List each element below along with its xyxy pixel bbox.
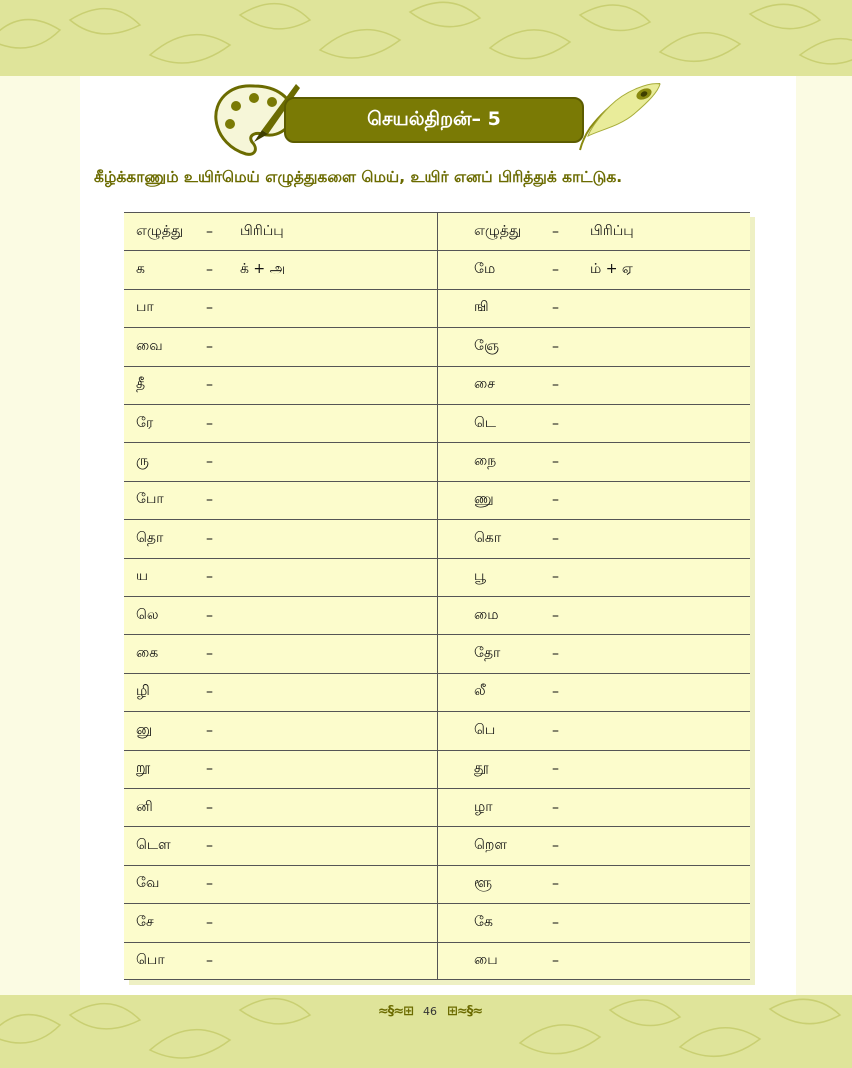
dash-left: – <box>206 530 213 547</box>
dash-left: – <box>206 722 213 739</box>
letter-right: தூ <box>474 760 489 777</box>
dash-right: – <box>552 838 559 855</box>
dash-right: – <box>552 952 559 969</box>
letter-right: கொ <box>474 529 502 546</box>
table-row <box>124 366 750 404</box>
table-row <box>124 289 750 327</box>
letter-left: சே <box>136 913 154 930</box>
split-left: க் + அ <box>240 261 286 278</box>
letter-left: ழி <box>136 683 150 700</box>
page-number: 46 <box>423 1004 437 1018</box>
table-row <box>124 634 750 672</box>
letter-left: தொ <box>136 529 164 546</box>
split-letters-table <box>124 212 750 980</box>
dash-right: – <box>552 454 559 471</box>
table-row <box>124 942 750 980</box>
dash-left: – <box>206 838 213 855</box>
activity-title-block <box>210 80 670 160</box>
dash-left: – <box>206 914 213 931</box>
dash-right: – <box>552 338 559 355</box>
table-row <box>124 673 750 711</box>
header-letter-left: எழுத்து <box>136 222 184 239</box>
header-split-right: பிரிப்பு <box>590 222 634 239</box>
dash-right: – <box>552 722 559 739</box>
letter-right: ளூ <box>474 875 493 892</box>
dash-right: – <box>552 646 559 663</box>
table-row <box>124 519 750 557</box>
letter-left: ரே <box>136 414 154 431</box>
letter-right: பூ <box>474 568 486 585</box>
dash-right: – <box>552 761 559 778</box>
letter-left: வை <box>136 337 163 354</box>
letter-right: லீ <box>474 683 486 700</box>
letter-right: மே <box>474 261 496 278</box>
dash-right: – <box>552 530 559 547</box>
letter-right: றௌ <box>474 837 508 854</box>
letter-right: டெ <box>474 414 497 431</box>
dash-left: – <box>206 952 213 969</box>
letter-right: பை <box>474 951 498 968</box>
table-row <box>124 250 750 288</box>
table-row <box>124 788 750 826</box>
dash-left: – <box>206 876 213 893</box>
dash-left: – <box>206 607 213 624</box>
table-header-row <box>124 212 750 250</box>
letter-left: ரு <box>136 453 149 470</box>
leaf-pattern-top <box>0 0 852 76</box>
dash-right: – <box>552 377 559 394</box>
table-row <box>124 442 750 480</box>
dash-left: – <box>206 569 213 586</box>
dash-left: – <box>206 377 213 394</box>
instruction-text: கீழ்க்காணும் உயிர்மெய் எழுத்துகளை மெய், உயிர் எனப் பிரித்துக் காட்டுக. <box>94 168 623 186</box>
header-split-left: பிரிப்பு <box>240 222 284 239</box>
letter-left: லெ <box>136 606 159 623</box>
table-row <box>124 826 750 864</box>
letter-right: ஞே <box>474 337 499 354</box>
page-footer <box>340 1000 520 1022</box>
dash-left: – <box>206 300 213 317</box>
table-row <box>124 750 750 788</box>
dash-right: – <box>552 300 559 317</box>
header-dash-right: – <box>552 223 559 240</box>
feather-icon <box>576 80 666 152</box>
letter-left: போ <box>136 491 164 508</box>
letter-left: னு <box>136 721 153 738</box>
letter-right: ஙி <box>474 299 489 316</box>
letter-right: கே <box>474 913 493 930</box>
letter-left: னி <box>136 798 153 815</box>
letter-right: மை <box>474 606 499 623</box>
dash-left: – <box>206 415 213 432</box>
table-row <box>124 481 750 519</box>
letter-right: சை <box>474 376 495 393</box>
dash-left: – <box>206 684 213 701</box>
letter-left: கை <box>136 645 159 662</box>
dash-right: – <box>552 876 559 893</box>
header-dash-left: – <box>206 223 213 240</box>
dash-right: – <box>552 262 559 279</box>
letter-left: டௌ <box>136 837 171 854</box>
letter-right: நை <box>474 453 497 470</box>
letter-left: றூ <box>136 760 151 777</box>
dash-right: – <box>552 799 559 816</box>
letter-right: ணு <box>474 491 494 508</box>
table-row <box>124 404 750 442</box>
ornament-right-icon: ⊞≈§≈ <box>447 1003 483 1019</box>
letter-right: ழா <box>474 798 493 815</box>
dash-right: – <box>552 492 559 509</box>
dash-left: – <box>206 262 213 279</box>
table-row <box>124 558 750 596</box>
dash-right: – <box>552 607 559 624</box>
dash-left: – <box>206 338 213 355</box>
dash-left: – <box>206 492 213 509</box>
dash-right: – <box>552 415 559 432</box>
dash-left: – <box>206 454 213 471</box>
title-banner <box>284 97 584 143</box>
table-row <box>124 596 750 634</box>
letter-left: பா <box>136 299 154 316</box>
letter-right: தோ <box>474 645 501 662</box>
dash-right: – <box>552 569 559 586</box>
letter-left: ய <box>136 568 149 585</box>
letter-left: க <box>136 261 145 278</box>
dash-right: – <box>552 684 559 701</box>
dash-left: – <box>206 646 213 663</box>
table-row <box>124 865 750 903</box>
split-right: ம் + ஏ <box>590 261 633 278</box>
ornament-left-icon: ≈§≈⊞ <box>377 1003 413 1019</box>
top-decorative-band <box>0 0 852 76</box>
page-title: செயல்திறன்– 5 <box>367 107 501 130</box>
table-row <box>124 903 750 941</box>
letter-left: வே <box>136 875 160 892</box>
letter-right: பெ <box>474 721 496 738</box>
dash-left: – <box>206 761 213 778</box>
dash-left: – <box>206 799 213 816</box>
table-row <box>124 711 750 749</box>
letter-left: தீ <box>136 376 146 393</box>
dash-right: – <box>552 914 559 931</box>
letter-left: பொ <box>136 951 165 968</box>
table-row <box>124 327 750 365</box>
header-letter-right: எழுத்து <box>474 222 522 239</box>
